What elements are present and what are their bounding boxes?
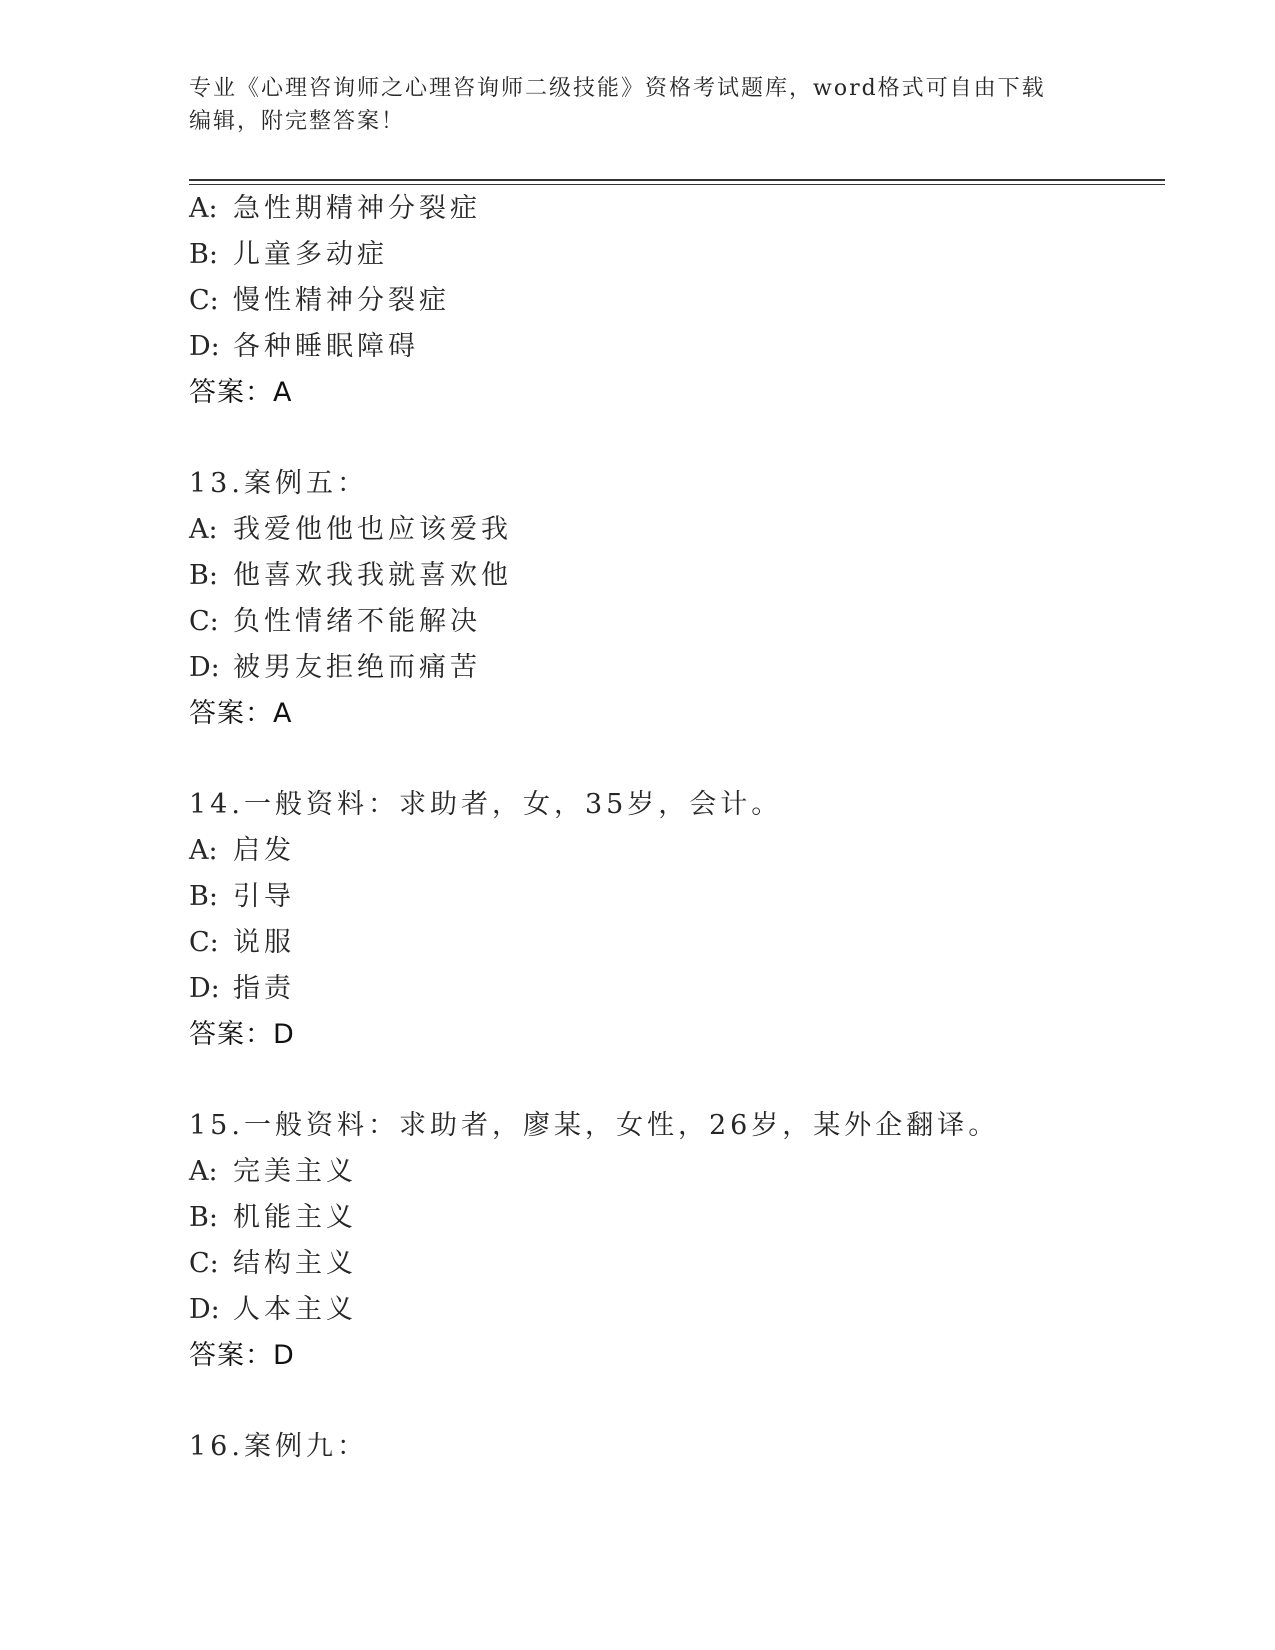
option-row [189,507,1149,553]
option-row [189,1149,1149,1195]
question-list [189,186,1149,1470]
option-row [189,874,1149,920]
option-key: B: [189,560,218,591]
option-row [189,966,1149,1012]
answer-line: 答案：A [189,377,293,408]
option-text: 被男友拒绝而痛苦 [233,652,481,683]
option-text: 儿童多动症 [233,239,388,270]
option-text: 各种睡眠障碍 [233,331,419,362]
option-key: D: [189,331,220,362]
option-row [189,232,1149,278]
option-text: 说服 [233,927,295,958]
question-stem: 16.案例九： [189,1431,368,1462]
spacer [189,1379,1149,1424]
question-block-16 [189,1424,1149,1470]
option-key: C: [189,927,219,958]
option-row [189,1241,1149,1287]
option-row [189,278,1149,324]
option-text: 完美主义 [233,1156,357,1187]
option-key: A: [189,193,218,224]
document-header [189,72,1089,138]
question-block-continued [189,186,1149,416]
option-text: 引导 [233,881,295,912]
option-key: D: [189,973,220,1004]
option-row [189,645,1149,691]
option-key: B: [189,881,218,912]
option-row [189,599,1149,645]
spacer [189,1058,1149,1103]
option-key: C: [189,285,219,316]
option-key: C: [189,606,219,637]
header-divider-thick [189,179,1165,181]
option-row [189,553,1149,599]
option-key: B: [189,239,218,270]
option-text: 慢性精神分裂症 [233,285,450,316]
option-key: A: [189,1156,218,1187]
option-text: 他喜欢我我就喜欢他 [233,560,512,591]
option-row [189,186,1149,232]
answer-line: 答案：A [189,698,293,729]
option-row [189,1195,1149,1241]
answer-line: 答案：D [189,1019,295,1050]
question-block-14 [189,782,1149,1058]
option-key: D: [189,652,220,683]
header-line-1: 专业《心理咨询师之心理咨询师二级技能》资格考试题库，word格式可自由下载 [189,76,1046,101]
spacer [189,416,1149,461]
option-key: C: [189,1248,219,1279]
question-stem: 14.一般资料：求助者，女，35岁，会计。 [189,789,783,820]
question-block-15 [189,1103,1149,1379]
option-row [189,324,1149,370]
header-line-2: 编辑，附完整答案！ [189,109,406,134]
option-text: 机能主义 [233,1202,357,1233]
spacer [189,737,1149,782]
option-text: 人本主义 [233,1294,357,1325]
question-block-13 [189,461,1149,737]
option-key: A: [189,835,218,866]
option-text: 负性情绪不能解决 [233,606,481,637]
header-divider-thin [189,184,1165,185]
option-row [189,828,1149,874]
option-key: B: [189,1202,218,1233]
option-text: 结构主义 [233,1248,357,1279]
option-key: D: [189,1294,220,1325]
option-key: A: [189,514,218,545]
option-row [189,1287,1149,1333]
question-stem: 13.案例五： [189,468,368,499]
option-text: 启发 [233,835,295,866]
option-text: 我爱他他也应该爱我 [233,514,512,545]
option-row [189,920,1149,966]
question-stem: 15.一般资料：求助者，廖某，女性，26岁，某外企翻译。 [189,1110,1000,1141]
option-text: 指责 [233,973,295,1004]
option-text: 急性期精神分裂症 [233,193,481,224]
answer-line: 答案：D [189,1340,295,1371]
